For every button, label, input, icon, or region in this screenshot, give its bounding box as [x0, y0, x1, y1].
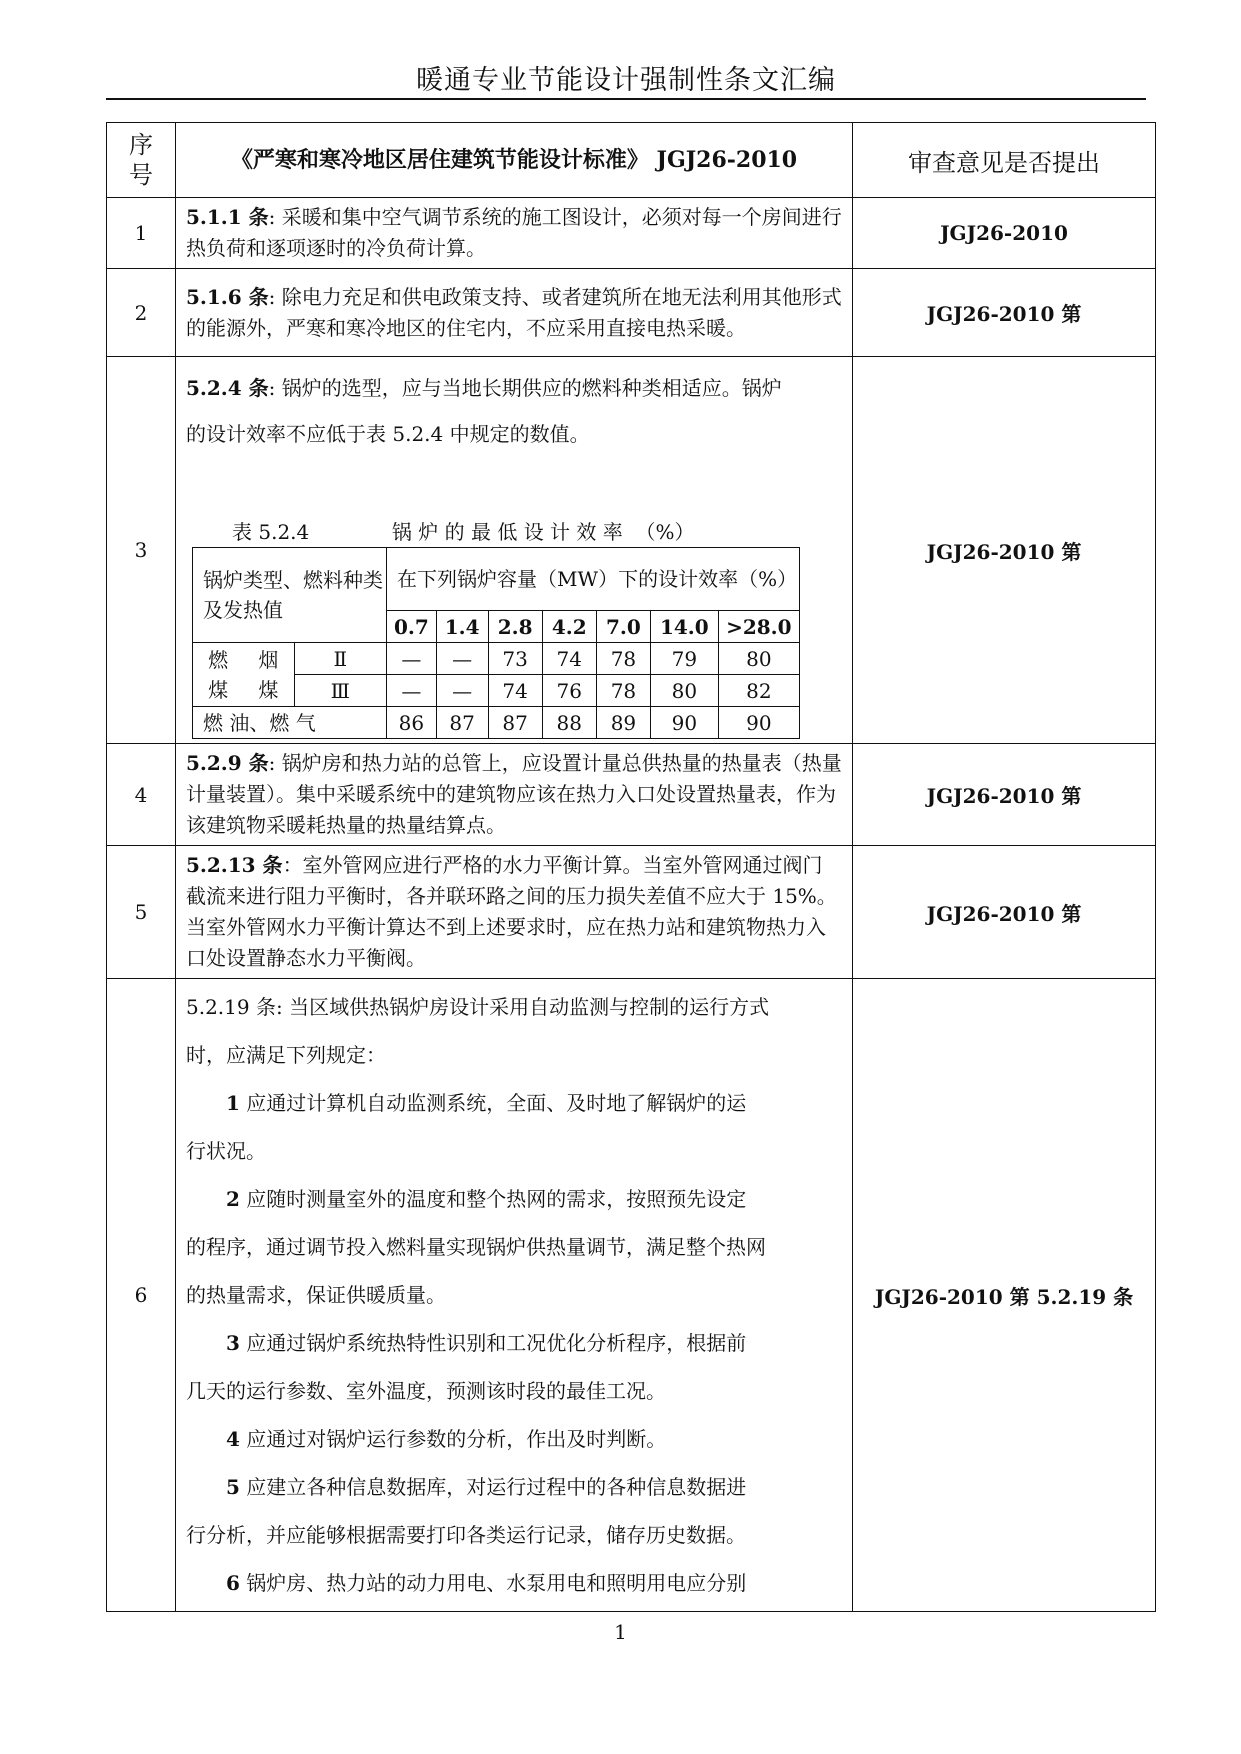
oil-gas-label: 燃 油、燃 气: [193, 707, 387, 739]
column-header-no-line1: 序: [129, 131, 153, 159]
column-header-no-line2: 号: [129, 161, 153, 189]
boiler-table-caption: [232, 517, 842, 547]
row-number: 5: [107, 846, 176, 979]
row-text: [176, 979, 853, 1612]
item-continuation: 几天的运行参数、室外温度，预测该时段的最佳工况。: [186, 1379, 666, 1403]
boiler-row-oil-gas: [193, 707, 800, 739]
item-text: 应通过对锅炉运行参数的分析，作出及时判断。: [239, 1427, 667, 1451]
row-number: 1: [107, 198, 176, 269]
coal-label-b: 煤: [208, 677, 229, 702]
item-number: 4: [226, 1427, 240, 1451]
boiler-efficiency-table: [192, 547, 800, 739]
list-item: [186, 1415, 842, 1463]
smoke-label-b: 煤: [258, 677, 279, 702]
article-number: 5.2.4 条: [186, 376, 269, 400]
efficiency-value: 73: [488, 643, 542, 675]
table-row: [107, 744, 1156, 846]
boiler-head-left: 锅炉类型、燃料种类及发热值: [193, 548, 387, 643]
page-header-title: 暖通专业节能设计强制性条文汇编: [416, 65, 836, 96]
article-text-line1: : 锅炉的选型，应与当地长期供应的燃料种类相适应。锅炉: [268, 376, 782, 400]
column-header-review: 审查意见是否提出: [853, 123, 1156, 198]
review-cell: JGJ26-2010 第: [853, 357, 1156, 744]
efficiency-value: —: [436, 675, 488, 707]
article-intro-line1: : 当区域供热锅炉房设计采用自动监测与控制的运行方式: [275, 995, 770, 1019]
page-number: 1: [614, 1620, 627, 1644]
row-text: [176, 357, 853, 744]
table-row: [107, 846, 1156, 979]
item-number: 6: [226, 1571, 240, 1595]
list-item: [186, 1463, 842, 1511]
efficiency-value: —: [387, 643, 437, 675]
efficiency-value: 80: [718, 643, 799, 675]
efficiency-value: 74: [488, 675, 542, 707]
item-text: 应通过锅炉系统热特性识别和工况优化分析程序，根据前: [239, 1331, 747, 1355]
article-text: : 锅炉房和热力站的总管上，应设置计量总供热量的热量表（热量计量装置）。集中采暖系统中的建筑物应该在热力入口处设置热量表，作为该建筑物采暖耗热量的热量结算点。: [186, 751, 842, 837]
row-text: [176, 744, 853, 846]
item-continuation: 的程序，通过调节投入燃料量实现锅炉供热量调节，满足整个热网: [186, 1235, 766, 1259]
grade-label: Ⅱ: [294, 643, 387, 675]
efficiency-value: 78: [596, 675, 650, 707]
list-item: [186, 1079, 842, 1127]
list-item: [186, 1559, 842, 1607]
item-continuation: 的热量需求，保证供暖质量。: [186, 1283, 446, 1307]
row-number: 3: [107, 357, 176, 744]
efficiency-value: 80: [650, 675, 718, 707]
table-row: [107, 198, 1156, 269]
item-continuation: 行状况。: [186, 1139, 266, 1163]
efficiency-value: —: [387, 675, 437, 707]
row-number: 4: [107, 744, 176, 846]
article-number: 5.1.1 条: [186, 205, 269, 229]
article-text-line2: 的设计效率不应低于表 5.2.4 中规定的数值。: [186, 422, 590, 446]
table-row: [107, 979, 1156, 1612]
efficiency-value: 78: [596, 643, 650, 675]
efficiency-value: 86: [387, 707, 437, 739]
column-header-standard: 《严寒和寒冷地区居住建筑节能设计标准》 JGJ26-2010: [176, 123, 853, 198]
coal-label-a: 燃: [208, 647, 229, 672]
efficiency-value: 87: [488, 707, 542, 739]
grade-label: Ⅲ: [294, 675, 387, 707]
efficiency-value: 90: [718, 707, 799, 739]
header-rule: [106, 98, 1146, 100]
item-text: 应建立各种信息数据库，对运行过程中的各种信息数据进: [239, 1475, 747, 1499]
efficiency-value: 87: [436, 707, 488, 739]
capacity-label: 4.2: [542, 611, 596, 643]
row-text: [176, 846, 853, 979]
caption-title: 锅 炉 的 最 低 设 计 效 率 （%）: [391, 520, 695, 544]
capacity-label: >28.0: [718, 611, 799, 643]
article-text: ：室外管网应进行严格的水力平衡计算。当室外管网通过阀门截流来进行阻力平衡时，各并联环路之间的压力损失差值不应大于 15%。当室外管网水力平衡计算达不到上述要求时，应在热力站和建筑物热力入口处设置静态水力平衡阀。: [186, 853, 837, 970]
efficiency-value: 89: [596, 707, 650, 739]
review-cell: JGJ26-2010 第: [853, 744, 1156, 846]
review-cell: JGJ26-2010 第: [853, 269, 1156, 357]
capacity-label: 1.4: [436, 611, 488, 643]
boiler-head-row: [193, 548, 800, 611]
efficiency-value: 76: [542, 675, 596, 707]
article-number: 5.1.6 条: [186, 284, 269, 309]
review-cell: JGJ26-2010 第 5.2.19 条: [853, 979, 1156, 1612]
row-text: [176, 269, 853, 357]
efficiency-value: 74: [542, 643, 596, 675]
capacity-label: 0.7: [387, 611, 437, 643]
article-text: : 除电力充足和供电政策支持、或者建筑所在地无法利用其他形式的能源外，严寒和寒冷地区的住宅内，不应采用直接电热采暖。: [186, 284, 842, 340]
review-cell: JGJ26-2010: [853, 198, 1156, 269]
efficiency-value: 82: [718, 675, 799, 707]
efficiency-value: 90: [650, 707, 718, 739]
item-continuation: 行分析，并应能够根据需要打印各类运行记录，储存历史数据。: [186, 1523, 746, 1547]
standards-table: [106, 122, 1156, 1612]
table-row: [107, 357, 1156, 744]
efficiency-value: 88: [542, 707, 596, 739]
efficiency-value: 79: [650, 643, 718, 675]
item-number: 1: [226, 1091, 240, 1115]
row-number: 6: [107, 979, 176, 1612]
capacity-label: 2.8: [488, 611, 542, 643]
item-number: 2: [226, 1187, 240, 1211]
item-text: 应通过计算机自动监测系统，全面、及时地了解锅炉的运: [239, 1091, 747, 1115]
item-text: 应随时测量室外的温度和整个热网的需求，按照预先设定: [239, 1187, 747, 1211]
column-header-no: [107, 123, 176, 198]
table-row: [107, 269, 1156, 357]
efficiency-value: —: [436, 643, 488, 675]
table-header-row: [107, 123, 1156, 198]
list-item: [186, 1175, 842, 1223]
review-cell: JGJ26-2010 第: [853, 846, 1156, 979]
smoke-label-a: 烟: [258, 647, 279, 672]
article-number: 5.2.13 条: [186, 853, 283, 877]
item-number: 3: [226, 1331, 240, 1355]
capacity-label: 7.0: [596, 611, 650, 643]
row-text: [176, 198, 853, 269]
article-intro-line2: 时，应满足下列规定：: [186, 1043, 386, 1067]
article-text: : 采暖和集中空气调节系统的施工图设计，必须对每一个房间进行热负荷和逐项逐时的冷负荷计算。: [186, 205, 842, 260]
capacity-label: 14.0: [650, 611, 718, 643]
article-number: 5.2.19 条: [186, 995, 276, 1019]
coal-label-cell: [193, 643, 295, 707]
caption-table-number: 表 5.2.4: [232, 520, 310, 544]
boiler-head-right: 在下列锅炉容量（MW）下的设计效率（%）: [387, 548, 800, 611]
item-text: 锅炉房、热力站的动力用电、水泵用电和照明用电应分别: [239, 1571, 747, 1595]
list-item: [186, 1319, 842, 1367]
item-number: 5: [226, 1475, 240, 1499]
article-number: 5.2.9 条: [186, 751, 269, 775]
row-number: 2: [107, 269, 176, 357]
boiler-row-coal-ii: [193, 643, 800, 675]
